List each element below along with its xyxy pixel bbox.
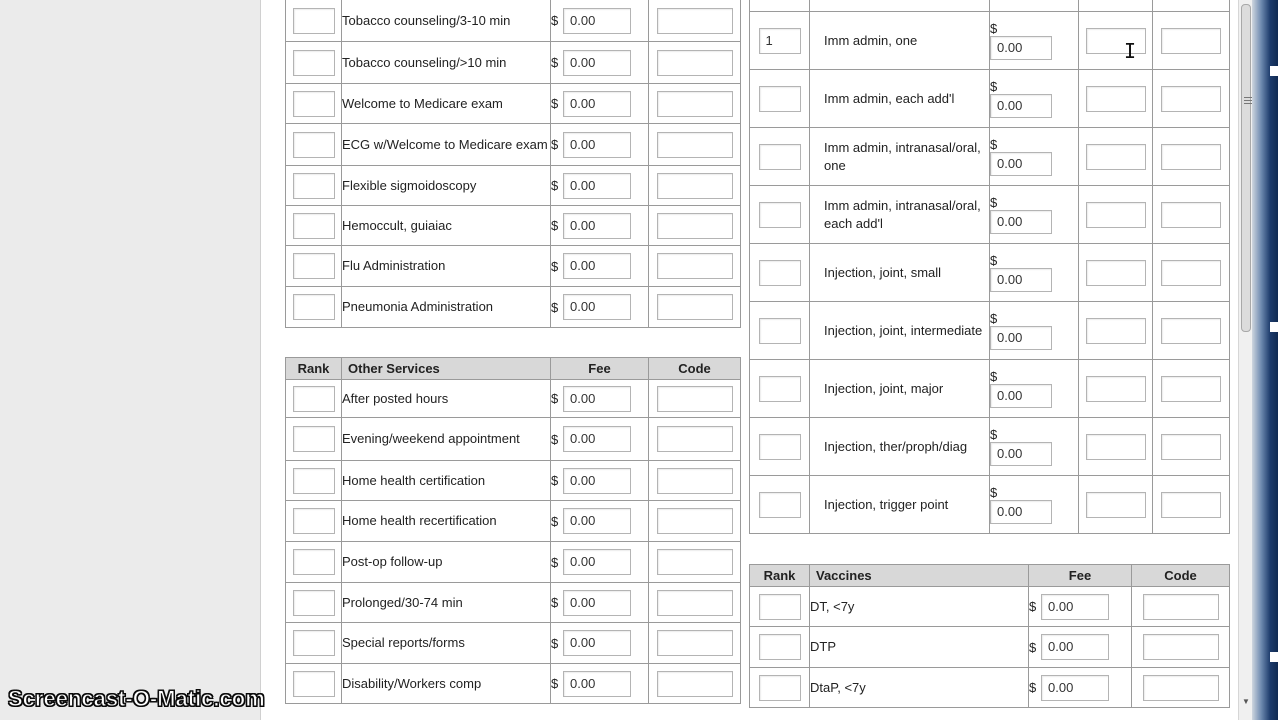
other-services-column-header: Other Services [342,358,551,380]
code-input[interactable] [657,426,733,452]
rank-input[interactable] [293,468,335,494]
service-label: Pneumonia Administration [342,287,551,328]
vaccines-table [749,564,1230,708]
fee-input[interactable]: 0.00 [563,508,631,534]
service-label: Flu Administration [342,246,551,287]
service-label: Injection, ther/proph/diag [810,418,990,476]
service-label: Welcome to Medicare exam [342,84,551,124]
table-row [286,418,741,461]
code-input[interactable] [1086,260,1146,286]
service-label: Tobacco counseling/>10 min [342,42,551,84]
code-input[interactable] [1086,492,1146,518]
code-input[interactable] [657,671,733,697]
table-row [286,542,741,583]
table-row [750,70,1230,128]
fee-input[interactable]: 0.00 [990,94,1052,118]
service-label: Imm admin, each add'l [810,70,990,128]
code-input[interactable] [657,590,733,616]
currency-symbol: $ [551,299,559,315]
code-input[interactable] [1086,86,1146,112]
code-input[interactable] [657,549,733,575]
currency-symbol: $ [990,369,998,384]
currency-symbol: $ [990,485,998,500]
currency-symbol: $ [551,178,559,193]
service-label: DtaP, <7y [810,668,1029,708]
rank-input[interactable] [293,508,335,534]
currency-symbol: $ [551,595,559,610]
code-input[interactable] [1086,434,1146,460]
table-row [750,476,1230,534]
modifier-input[interactable] [1161,202,1221,228]
table-row [750,12,1230,70]
currency-symbol: $ [551,55,559,70]
rank-input[interactable] [759,434,801,460]
fee-input[interactable]: 0.00 [990,268,1052,292]
rank-input[interactable] [293,630,335,656]
service-label: Imm admin, intranasal/oral, each add'l [810,186,990,244]
injections-table [749,0,1230,534]
code-input[interactable] [657,132,733,158]
currency-symbol: $ [551,473,559,488]
code-input[interactable] [657,91,733,117]
service-label: After posted hours [342,380,551,418]
rank-input[interactable]: 1 [759,28,801,54]
service-label: Imm admin, intranasal/oral, one [810,128,990,186]
fee-input[interactable]: 0.00 [563,549,631,575]
table-row [286,246,741,287]
code-input[interactable] [657,213,733,239]
table-row [750,418,1230,476]
table-row [750,186,1230,244]
rank-input[interactable] [759,144,801,170]
currency-symbol: $ [551,137,559,152]
currency-symbol: $ [990,195,998,210]
currency-symbol: $ [990,79,998,94]
rank-input[interactable] [293,173,335,199]
currency-symbol: $ [551,96,559,111]
scrollbar-thumb[interactable] [1241,4,1251,332]
service-label: Post-op follow-up [342,542,551,583]
currency-symbol: $ [990,311,998,326]
fee-input[interactable]: 0.00 [990,442,1052,466]
code-input[interactable] [657,173,733,199]
fee-input[interactable]: 0.00 [563,132,631,158]
table-row [286,206,741,246]
code-input[interactable] [1143,675,1219,701]
rank-input[interactable] [759,492,801,518]
table-row [286,166,741,206]
currency-symbol: $ [1029,680,1037,695]
service-label: Flexible sigmoidoscopy [342,166,551,206]
service-label: DT, <7y [810,587,1029,627]
preventive-services-table [285,0,741,328]
desktop-edge-mark [1270,66,1278,76]
modifier-input[interactable] [1161,86,1221,112]
table-row [286,380,741,418]
code-input[interactable] [1086,28,1146,54]
fee-input[interactable]: 0.00 [990,500,1052,524]
rank-input[interactable] [293,671,335,697]
code-column-header: Code [1132,565,1230,587]
modifier-input[interactable] [1161,434,1221,460]
currency-symbol: $ [551,431,559,447]
modifier-input[interactable] [1161,260,1221,286]
table-row [750,587,1230,627]
fee-input[interactable]: 0.00 [563,253,631,279]
service-label: Prolonged/30-74 min [342,583,551,623]
code-input[interactable] [657,630,733,656]
fee-input[interactable]: 0.00 [1041,594,1109,620]
currency-symbol: $ [551,218,559,233]
desktop-edge-mark [1270,322,1278,332]
rank-input[interactable] [293,253,335,279]
table-row [286,287,741,328]
fee-input[interactable]: 0.00 [990,36,1052,60]
table-row [286,461,741,501]
rank-input[interactable] [293,386,335,412]
code-input[interactable] [657,8,733,34]
rank-input[interactable] [759,376,801,402]
vertical-scrollbar[interactable] [1238,0,1252,720]
currency-symbol: $ [551,635,559,651]
table-row [286,124,741,166]
rank-input[interactable] [759,202,801,228]
code-column-header: Code [649,358,741,380]
fee-input[interactable]: 0.00 [563,590,631,616]
vaccines-column-header: Vaccines [810,565,1029,587]
code-input[interactable] [657,386,733,412]
code-input[interactable] [657,508,733,534]
table-row [286,0,741,42]
modifier-input[interactable] [1161,318,1221,344]
currency-symbol: $ [551,513,559,529]
service-label: Tobacco counseling/3-10 min [342,0,551,42]
currency-symbol: $ [551,676,559,691]
service-label: Imm admin, one [810,12,990,70]
rank-input[interactable] [759,634,801,660]
fee-input[interactable]: 0.00 [563,630,631,656]
code-input[interactable] [1086,318,1146,344]
rank-input[interactable] [293,91,335,117]
service-label: DTP [810,627,1029,668]
fee-input[interactable]: 0.00 [990,326,1052,350]
fee-input[interactable]: 0.00 [563,91,631,117]
desktop-edge-mark [1270,652,1278,662]
rank-input[interactable] [293,426,335,452]
currency-symbol: $ [551,391,559,406]
table-row [750,244,1230,302]
service-label: Evening/weekend appointment [342,418,551,461]
rank-input[interactable] [759,318,801,344]
fee-input[interactable]: 0.00 [563,426,631,452]
fee-input[interactable]: 0.00 [990,384,1052,408]
table-row [286,583,741,623]
currency-symbol: $ [990,21,998,36]
service-label: Injection, joint, small [810,244,990,302]
rank-input[interactable] [759,594,801,620]
table-row [286,501,741,542]
other-services-table [285,357,741,704]
service-label: Home health certification [342,461,551,501]
code-input[interactable] [657,253,733,279]
code-input[interactable] [1086,376,1146,402]
desktop-background-edge [1252,0,1278,720]
currency-symbol: $ [990,253,998,268]
code-input[interactable] [657,50,733,76]
rank-input[interactable] [759,260,801,286]
currency-symbol: $ [551,554,559,570]
service-label: Disability/Workers comp [342,664,551,704]
currency-symbol: $ [1029,599,1037,614]
currency-symbol: $ [990,137,998,152]
table-row [750,627,1230,668]
modifier-input[interactable] [1161,28,1221,54]
fee-column-header: Fee [551,358,649,380]
watermark: Screencast-O-Matic.com [8,686,265,711]
table-row [750,128,1230,186]
service-label: ECG w/Welcome to Medicare exam [342,124,551,166]
rank-input[interactable] [293,549,335,575]
fee-input[interactable]: 0.00 [563,213,631,239]
currency-symbol: $ [1029,639,1037,655]
service-label: Injection, joint, intermediate [810,302,990,360]
fee-input[interactable]: 0.00 [990,152,1052,176]
service-label: Hemoccult, guiaiac [342,206,551,246]
service-label: Special reports/forms [342,623,551,664]
left-margin-pane [0,0,260,720]
code-input[interactable] [657,294,733,320]
fee-input[interactable]: 0.00 [563,50,631,76]
code-input[interactable] [657,468,733,494]
rank-input[interactable] [293,294,335,320]
table-row [750,302,1230,360]
fee-input[interactable]: 0.00 [563,173,631,199]
fee-column-header: Fee [1029,565,1132,587]
currency-symbol: $ [990,427,998,442]
rank-column-header: Rank [286,358,342,380]
fee-input[interactable]: 0.00 [563,386,631,412]
code-input[interactable] [1143,634,1219,660]
table-row [750,360,1230,418]
rank-input[interactable] [759,675,801,701]
rank-input[interactable] [293,50,335,76]
table-row [286,84,741,124]
table-row [286,42,741,84]
fee-input[interactable]: 0.00 [563,294,631,320]
rank-input[interactable] [293,132,335,158]
code-input[interactable] [1086,202,1146,228]
currency-symbol: $ [551,258,559,274]
fee-input[interactable]: 0.00 [563,671,631,697]
service-label: Injection, joint, major [810,360,990,418]
modifier-input[interactable] [1161,144,1221,170]
table-row [750,668,1230,708]
table-row [286,623,741,664]
service-label: Home health recertification [342,501,551,542]
table-row [286,664,741,704]
rank-column-header: Rank [750,565,810,587]
currency-symbol: $ [551,13,559,28]
modifier-input[interactable] [1161,376,1221,402]
code-input[interactable] [1143,594,1219,620]
scroll-down-arrow-icon[interactable]: ▼ [1242,697,1250,706]
text-cursor-icon: I [1124,39,1137,63]
fee-input[interactable]: 0.00 [1041,675,1109,701]
rank-input[interactable] [293,8,335,34]
rank-input[interactable] [293,590,335,616]
superbill-form [260,0,1238,720]
modifier-input[interactable] [1161,492,1221,518]
fee-input[interactable]: 0.00 [563,8,631,34]
code-input[interactable] [1086,144,1146,170]
rank-input[interactable] [759,86,801,112]
fee-input[interactable]: 0.00 [990,210,1052,234]
rank-input[interactable] [293,213,335,239]
fee-input[interactable]: 0.00 [563,468,631,494]
service-label: Injection, trigger point [810,476,990,534]
fee-input[interactable]: 0.00 [1041,634,1109,660]
